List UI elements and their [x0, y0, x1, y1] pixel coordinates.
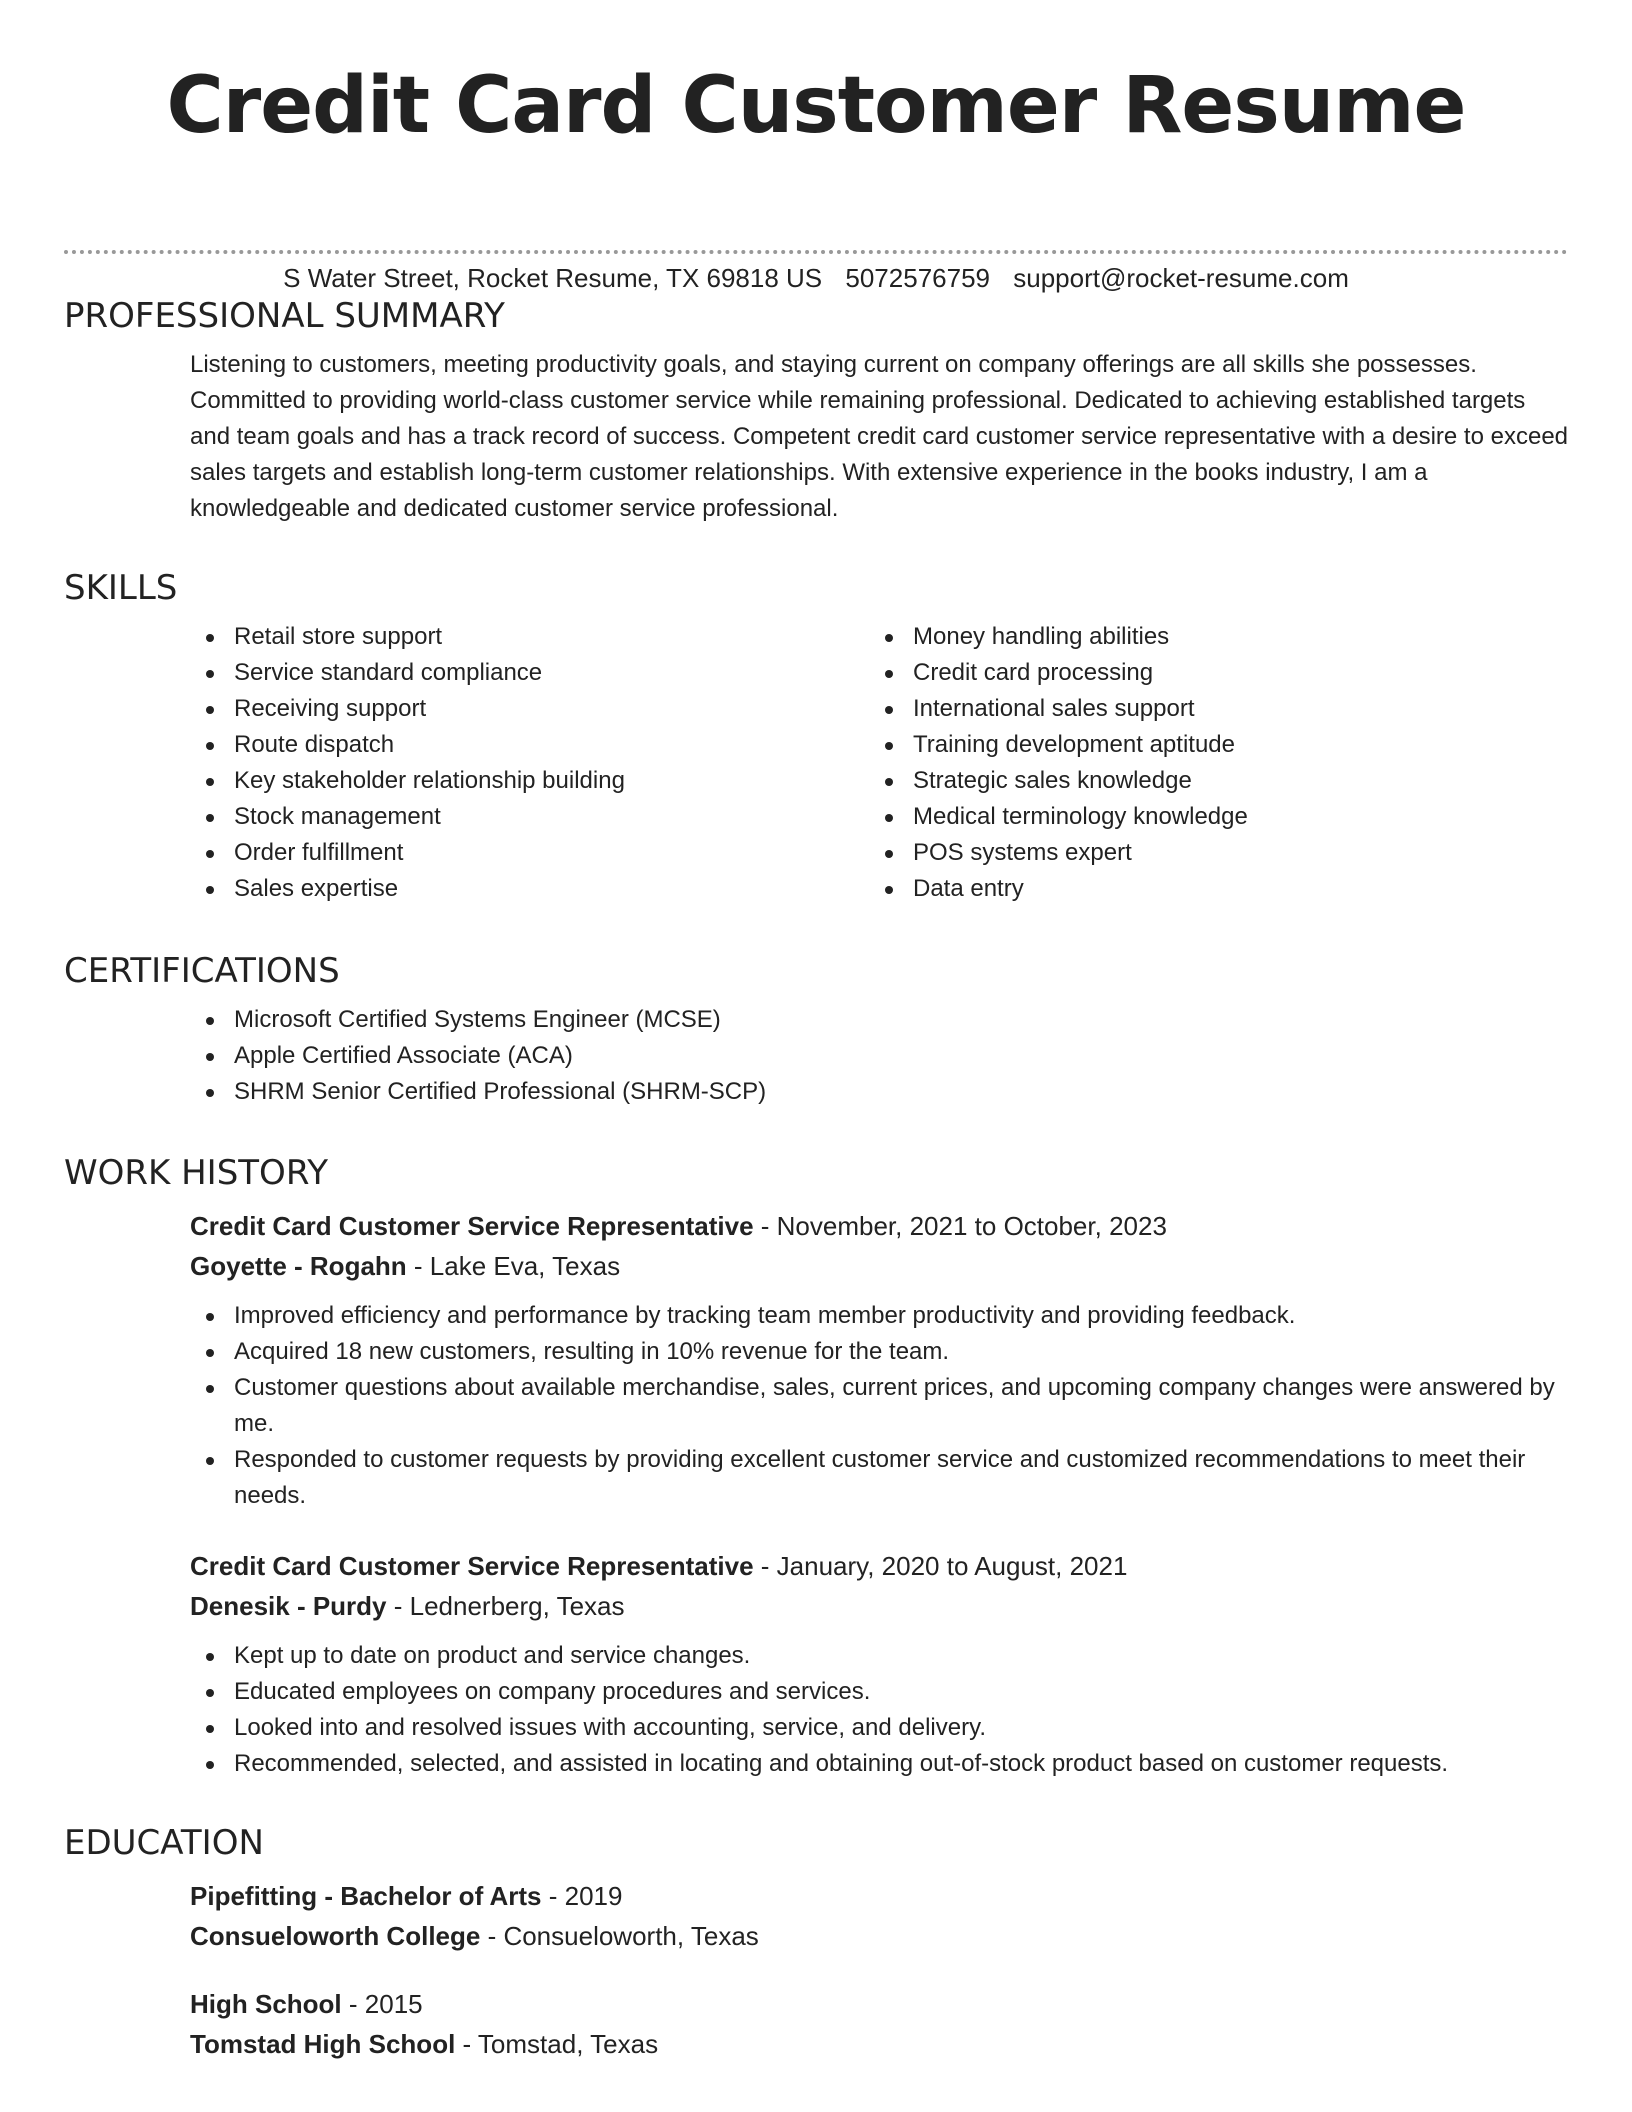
list-item: International sales support — [869, 691, 1548, 727]
education-degree-line — [190, 1876, 1568, 1916]
skills-right-list — [869, 619, 1548, 907]
education-section — [64, 1822, 1568, 2064]
list-item: Stock management — [190, 799, 869, 835]
job-bullets — [190, 1298, 1568, 1514]
contact-email: support@rocket-resume.com — [1013, 263, 1349, 293]
list-item: Retail store support — [190, 619, 869, 655]
list-item: Receiving support — [190, 691, 869, 727]
list-item: SHRM Senior Certified Professional (SHRM-SCP) — [190, 1074, 1568, 1110]
certifications-section — [64, 950, 1568, 1110]
skills-section — [64, 567, 1568, 907]
summary-heading: PROFESSIONAL SUMMARY — [64, 296, 505, 336]
education-entry — [190, 1876, 1568, 1956]
list-item: Data entry — [869, 871, 1548, 907]
list-item: Order fulfillment — [190, 835, 869, 871]
job-title-line — [190, 1546, 1568, 1586]
list-item: Improved efficiency and performance by tracking team member productivity and providing feedback. — [190, 1298, 1568, 1334]
header-divider — [64, 250, 1568, 254]
list-item: Educated employees on company procedures and services. — [190, 1674, 1568, 1710]
skills-left-list — [190, 619, 869, 907]
job-title-line — [190, 1206, 1568, 1246]
job-company-line — [190, 1586, 1568, 1626]
list-item: Credit card processing — [869, 655, 1548, 691]
job-company: Goyette - Rogahn — [190, 1251, 407, 1281]
education-year: - 2019 — [541, 1881, 623, 1911]
list-item: Looked into and resolved issues with accounting, service, and delivery. — [190, 1710, 1568, 1746]
job-role: Credit Card Customer Service Representative — [190, 1211, 754, 1241]
job-dates: - November, 2021 to October, 2023 — [753, 1211, 1167, 1241]
education-degree: Pipefitting - Bachelor of Arts — [190, 1881, 542, 1911]
education-location: - Consueloworth, Texas — [480, 1921, 759, 1951]
job-location: - Lake Eva, Texas — [406, 1251, 621, 1281]
education-degree: High School — [190, 1989, 342, 2019]
contact-phone: 5072576759 — [845, 263, 990, 293]
list-item: POS systems expert — [869, 835, 1548, 871]
education-degree-line — [190, 1984, 1568, 2024]
education-school: Consueloworth College — [190, 1921, 481, 1951]
list-item: Sales expertise — [190, 871, 869, 907]
skills-heading: SKILLS — [64, 568, 178, 608]
job-dates: - January, 2020 to August, 2021 — [753, 1551, 1128, 1581]
summary-text: Listening to customers, meeting productivity goals, and staying current on company offerings are all skills she possesses. Committed to providing world-class customer service while remaining professional. Dedicated to achieving established targets and team goals and has a track record of success. Competent credit card customer service representative with a desire to exceed sales targets and establish long-term customer relationships. With extensive experience in the books industry, I am a knowledgeable and dedicated customer service professional. — [190, 351, 1569, 522]
contact-line — [0, 260, 1632, 296]
list-item: Key stakeholder relationship building — [190, 763, 869, 799]
education-school-line — [190, 2024, 1568, 2064]
education-school: Tomstad High School — [190, 2029, 456, 2059]
education-year: - 2015 — [341, 1989, 423, 2019]
list-item: Training development aptitude — [869, 727, 1548, 763]
list-item: Route dispatch — [190, 727, 869, 763]
job-company-line — [190, 1246, 1568, 1286]
job-entry — [190, 1206, 1568, 1514]
resume-title: Credit Card Customer Resume — [166, 61, 1466, 151]
list-item: Customer questions about available merchandise, sales, current prices, and upcoming company changes were answered by me. — [190, 1370, 1568, 1442]
list-item: Apple Certified Associate (ACA) — [190, 1038, 1568, 1074]
job-location: - Lednerberg, Texas — [386, 1591, 625, 1621]
work-heading: WORK HISTORY — [64, 1153, 329, 1193]
list-item: Acquired 18 new customers, resulting in 10% revenue for the team. — [190, 1334, 1568, 1370]
list-item: Microsoft Certified Systems Engineer (MCSE) — [190, 1002, 1568, 1038]
job-company: Denesik - Purdy — [190, 1591, 387, 1621]
summary-section — [64, 295, 1568, 527]
work-section — [64, 1152, 1568, 1782]
list-item: Recommended, selected, and assisted in locating and obtaining out-of-stock product based on customer requests. — [190, 1746, 1568, 1782]
education-entry — [190, 1984, 1568, 2064]
list-item: Strategic sales knowledge — [869, 763, 1548, 799]
education-school-line — [190, 1916, 1568, 1956]
education-location: - Tomstad, Texas — [455, 2029, 659, 2059]
job-bullets — [190, 1638, 1568, 1782]
list-item: Money handling abilities — [869, 619, 1548, 655]
contact-address: S Water Street, Rocket Resume, TX 69818 US — [283, 263, 823, 293]
list-item: Medical terminology knowledge — [869, 799, 1548, 835]
job-role: Credit Card Customer Service Representative — [190, 1551, 754, 1581]
list-item: Service standard compliance — [190, 655, 869, 691]
certifications-heading: CERTIFICATIONS — [64, 951, 340, 991]
certifications-list — [190, 1002, 1568, 1110]
education-heading: EDUCATION — [64, 1823, 264, 1863]
list-item: Kept up to date on product and service changes. — [190, 1638, 1568, 1674]
job-entry — [190, 1546, 1568, 1782]
list-item: Responded to customer requests by providing excellent customer service and customized recommendations to meet their needs. — [190, 1442, 1568, 1514]
